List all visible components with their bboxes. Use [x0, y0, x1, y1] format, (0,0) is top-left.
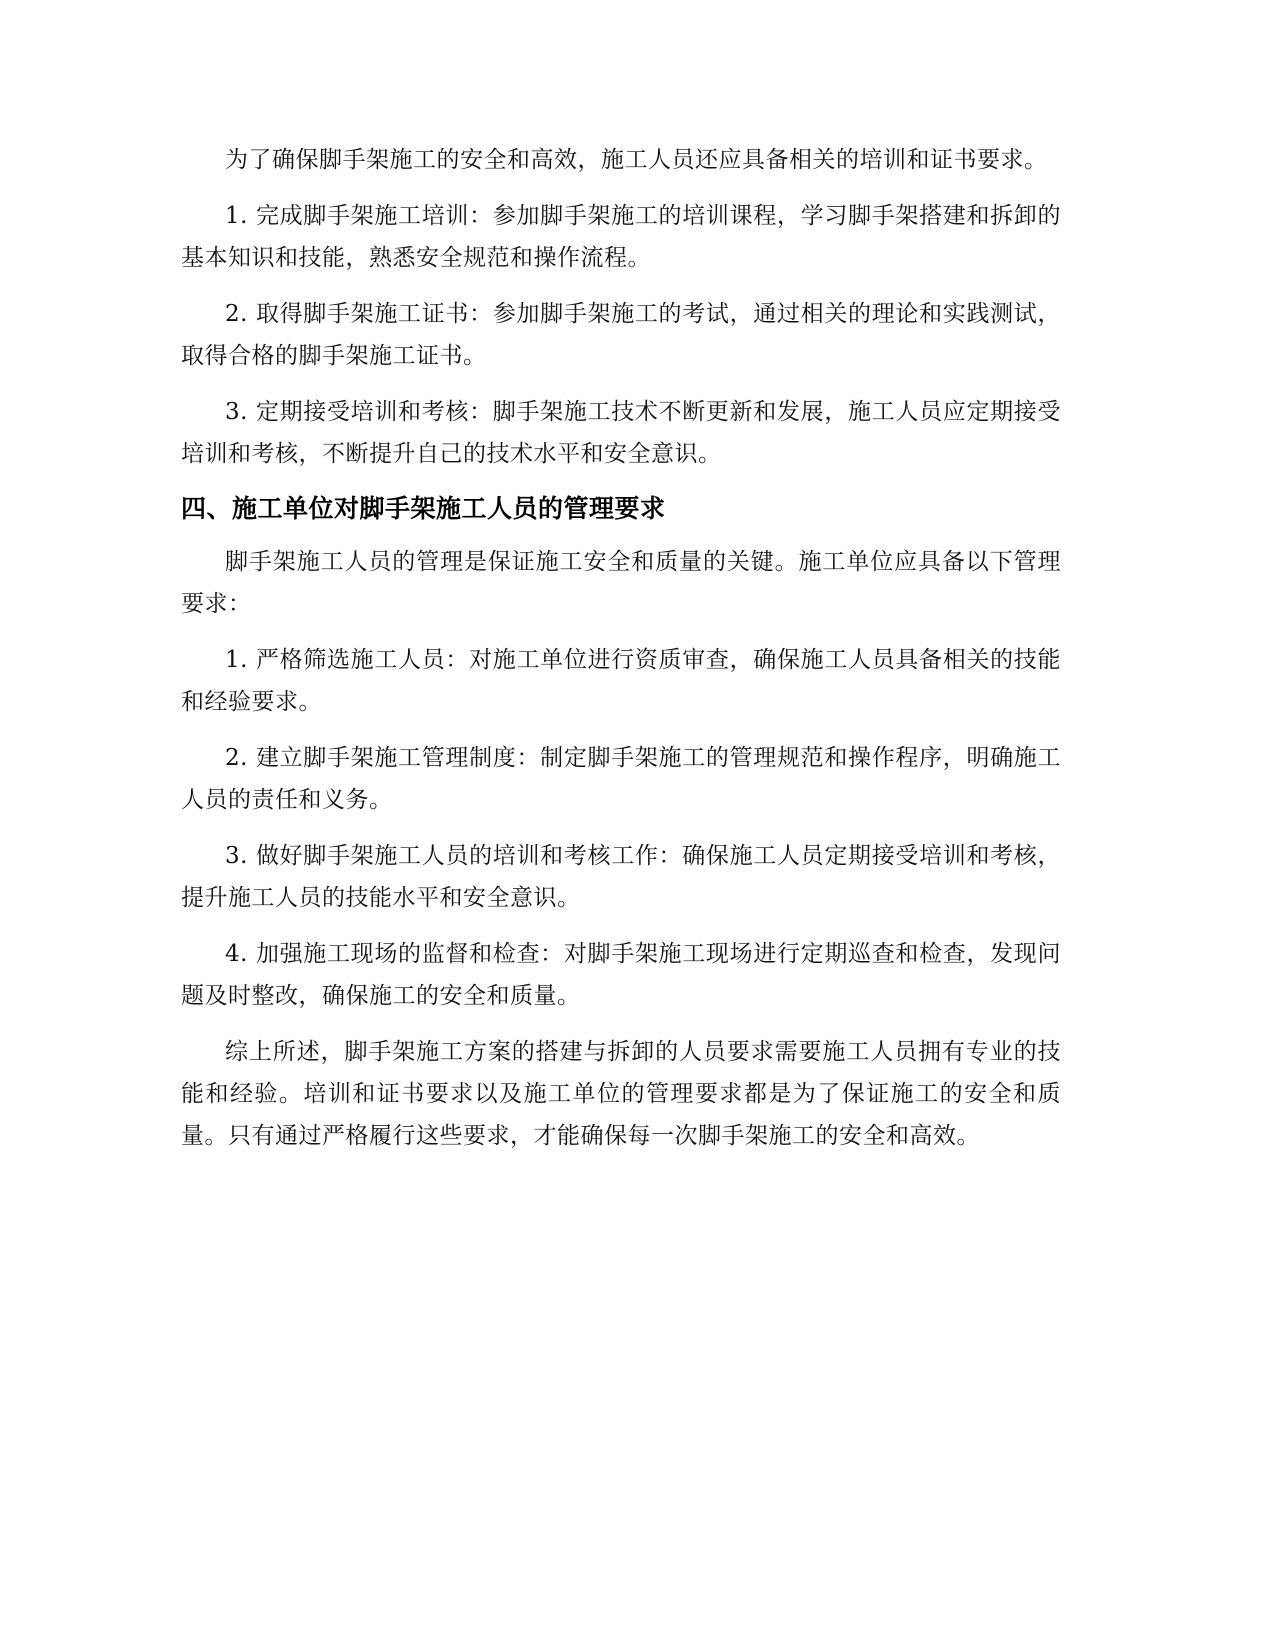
management-item: 2. 建立脚手架施工管理制度：制定脚手架施工的管理规范和操作程序，明确施工人员的责任和义务。	[181, 745, 1061, 813]
training-item: 2. 取得脚手架施工证书：参加脚手架施工的考试，通过相关的理论和实践测试，取得合格的脚手架施工证书。	[181, 301, 1061, 369]
intro-paragraph: 为了确保脚手架施工的安全和高效，施工人员还应具备相关的培训和证书要求。	[225, 147, 1048, 173]
conclusion-paragraph: 综上所述，脚手架施工方案的搭建与拆卸的人员要求需要施工人员拥有专业的技能和经验。培训和证书要求以及施工单位的管理要求都是为了保证施工的安全和质量。只有通过严格履行这些要求，才能确保每一次脚手架施工的安全和高效。	[181, 1039, 1061, 1149]
management-item: 4. 加强施工现场的监督和检查：对脚手架施工现场进行定期巡查和检查，发现问题及时整改，确保施工的安全和质量。	[181, 941, 1061, 1009]
document-page	[181, 139, 1061, 1171]
training-item: 1. 完成脚手架施工培训：参加脚手架施工的培训课程，学习脚手架搭建和拆卸的基本知识和技能，熟悉安全规范和操作流程。	[181, 203, 1061, 271]
management-item: 3. 做好脚手架施工人员的培训和考核工作：确保施工人员定期接受培训和考核，提升施工人员的技能水平和安全意识。	[181, 843, 1061, 911]
section-heading: 四、施工单位对脚手架施工人员的管理要求	[181, 494, 666, 523]
management-item: 1. 严格筛选施工人员：对施工单位进行资质审查，确保施工人员具备相关的技能和经验要求。	[181, 647, 1061, 715]
training-item: 3. 定期接受培训和考核：脚手架施工技术不断更新和发展，施工人员应定期接受培训和考核，不断提升自己的技术水平和安全意识。	[181, 399, 1061, 467]
section-intro-paragraph: 脚手架施工人员的管理是保证施工安全和质量的关键。施工单位应具备以下管理要求：	[181, 549, 1061, 617]
